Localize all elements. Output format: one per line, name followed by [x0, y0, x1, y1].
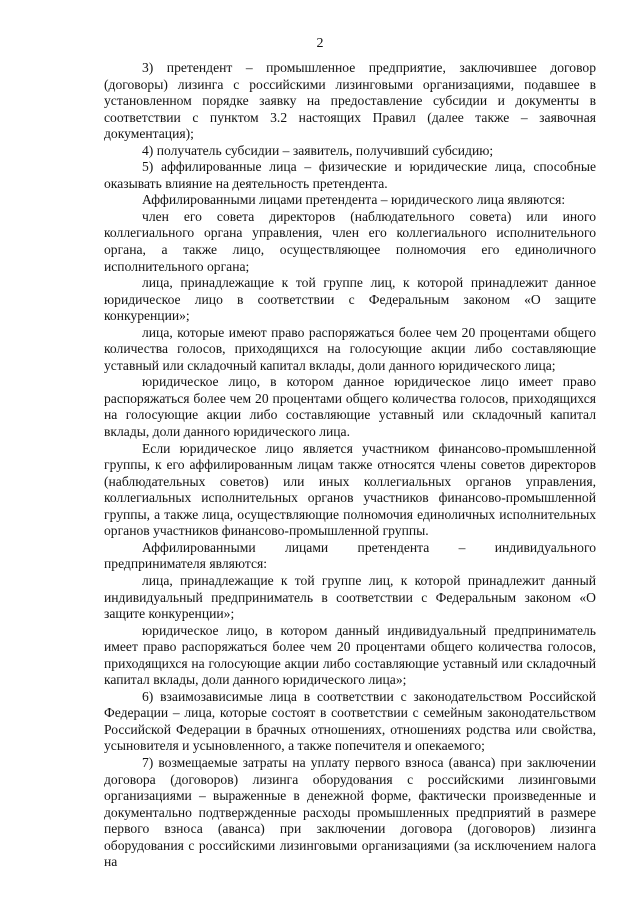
paragraph-entrepreneur-20-percent: юридическое лицо, в котором данный индивидуальный предприниматель имеет право распоряжаться более чем 20 процентами общего количества голосов, приходящихся на голосующие акции либо составляющие уставный или складочный капитал вклады, доли данного юридического лица»; [104, 622, 596, 688]
paragraph-affiliates-legal-entity-intro: Аффилированными лицами претендента – юридического лица являются: [142, 192, 566, 208]
paragraph-poluchatel: 4) получатель субсидии – заявитель, получивший субсидию; [142, 142, 494, 158]
paragraph-affilirovannye: 5) аффилированные лица – физические и юридические лица, способные оказывать влияние на деятельность претендента. [104, 159, 596, 191]
paragraph-20-percent-owned-entity: юридическое лицо, в котором данное юридическое лицо имеет право распоряжаться более чем 20 процентами общего количества голосов, приходящихся на голосующие акции либо составляющие уставный или складочный капитал вклады, доли данного юридического лица. [104, 374, 596, 440]
paragraph-reimbursed-costs: 7) возмещаемые затраты на уплату первого взноса (аванса) при заключении договора (договоров) лизинга оборудования с российскими лизинговыми организациями – выраженные в денежной форме, фактически произведенные и документально подтвержденные расходы промышленных предприятий в размере первого взноса (аванса) при заключении договора (договоров) лизинга оборудования с российскими лизинговыми организациями (за исключением налога на [104, 754, 596, 870]
document-body [104, 60, 596, 871]
paragraph-financial-industrial-group: Если юридическое лицо является участником финансово-промышленной группы, к его аффилированным лицам также относятся члены советов директоров (наблюдательных советов) или иных коллегиальных органов управления, коллегиальных исполнительных органов участников финансово-промышленной группы, а также лица, осуществляющие полномочия единоличных исполнительных органов участников финансово-промышленной группы. [104, 440, 596, 539]
paragraph-entrepreneur-group: лица, принадлежащие к той группе лиц, к которой принадлежит данный индивидуальный предприниматель в соответствии с Федеральным законом «О защите конкуренции»; [104, 572, 596, 622]
paragraph-affiliates-entrepreneur-intro: Аффилированными лицами претендента – индивидуального предпринимателя являются: [104, 539, 596, 572]
paragraph-interdependent-persons: 6) взаимозависимые лица в соответствии с законодательством Российской Федерации – лица, которые состоят в соответствии с семейным законодательством Российской Федерации в брачных отношениях, отношениях родства или свойства, усыновителя и усыновленного, а также попечителя и опекаемого; [104, 688, 596, 754]
paragraph-board-member: член его совета директоров (наблюдательного совета) или иного коллегиального органа управления, член его коллегиального исполнительного органа, а также лицо, осуществляющее полномочия его единоличного исполнительного органа; [104, 208, 596, 274]
page-number: 2 [316, 36, 324, 51]
paragraph-20-percent-holders: лица, которые имеют право распоряжаться более чем 20 процентами общего количества голосов, приходящихся на голосующие акции либо составляющие уставный или складочный капитал вклады, доли данного юридического лица; [104, 324, 596, 373]
paragraph-group-of-persons: лица, принадлежащие к той группе лиц, к которой принадлежит данное юридическое лицо в соответствии с Федеральным законом «О защите конкуренции»; [104, 275, 596, 324]
paragraph-pretendent: 3) претендент – промышленное предприятие, заключившее договор (договоры) лизинга с российскими лизинговыми организациями, подавшее в установленном порядке заявку на предоставление субсидии и документы в соответствии с пунктом 3.2 настоящих Правил (далее также – заявочная документация); [104, 60, 596, 142]
